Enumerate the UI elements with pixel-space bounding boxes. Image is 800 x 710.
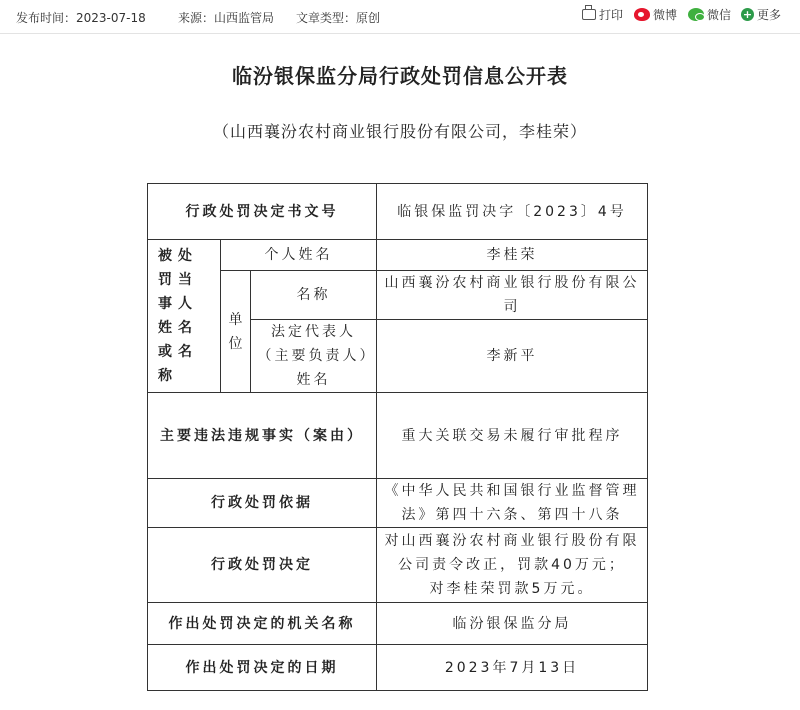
page-subtitle: （山西襄汾农村商业银行股份有限公司，李桂荣） — [212, 122, 587, 141]
page-title: 临汾银保监分局行政处罚信息公开表 — [232, 64, 568, 88]
decision-label: 行政处罚决定 — [148, 528, 377, 603]
decision-line-1: 对山西襄汾农村商业银行股份有限公司责令改正，罚款40万元； — [384, 533, 640, 573]
basis-label: 行政处罚依据 — [148, 479, 377, 528]
source-label: 来源： — [178, 11, 215, 25]
table-row — [148, 184, 648, 240]
table-row — [148, 603, 648, 645]
individual-name-label: 个人姓名 — [221, 240, 377, 271]
source-value: 山西监管局 — [214, 11, 275, 25]
unit-name-label: 名称 — [251, 271, 377, 320]
authority-label: 作出处罚决定的机关名称 — [148, 603, 377, 645]
violation-label: 主要违法违规事实（案由） — [148, 393, 377, 479]
print-icon — [582, 9, 596, 20]
share-more-button[interactable]: + 更多 — [742, 8, 782, 22]
article-source — [178, 9, 274, 26]
publish-date: 2023-07-18 — [76, 11, 146, 25]
date-value: 2023年7月13日 — [377, 645, 648, 691]
date-label: 作出处罚决定的日期 — [148, 645, 377, 691]
authority-value: 临汾银保监分局 — [377, 603, 648, 645]
penalty-info-table — [147, 183, 648, 691]
weibo-icon — [634, 8, 650, 21]
more-icon: + — [742, 8, 753, 21]
table-row — [148, 528, 648, 603]
decision-value — [377, 528, 648, 603]
table-row — [148, 393, 648, 479]
legal-rep-value: 李新平 — [377, 320, 648, 393]
publish-time — [16, 9, 146, 26]
legal-rep-label: 法定代表人（主要负责人）姓名 — [251, 320, 377, 393]
decision-no-value: 临银保监罚决字〔2023〕4号 — [377, 184, 648, 240]
table-row — [148, 479, 648, 528]
article-meta-bar — [0, 0, 800, 34]
unit-label: 单位 — [221, 271, 251, 393]
type-value: 原创 — [356, 11, 381, 25]
decision-no-label: 行政处罚决定书文号 — [148, 184, 377, 240]
unit-name-value: 山西襄汾农村商业银行股份有限公司 — [377, 271, 648, 320]
share-weixin-button[interactable]: 微信 — [688, 6, 731, 23]
publish-time-label: 发布时间： — [16, 11, 77, 25]
party-label: 被处罚当事人姓名或名称 — [148, 240, 221, 393]
weixin-icon — [688, 8, 704, 21]
table-row — [148, 271, 648, 320]
table-row — [148, 240, 648, 271]
decision-line-2: 对李桂荣罚款5万元。 — [429, 581, 595, 597]
violation-value: 重大关联交易未履行审批程序 — [377, 393, 648, 479]
individual-name-value: 李桂荣 — [377, 240, 648, 271]
basis-value: 《中华人民共和国银行业监督管理法》第四十六条、第四十八条 — [377, 479, 648, 528]
share-weibo-button[interactable]: 微博 — [634, 6, 677, 23]
table-row — [148, 645, 648, 691]
article-type — [296, 9, 380, 26]
type-label: 文章类型： — [296, 11, 357, 25]
print-button[interactable]: 打印 — [582, 6, 623, 23]
